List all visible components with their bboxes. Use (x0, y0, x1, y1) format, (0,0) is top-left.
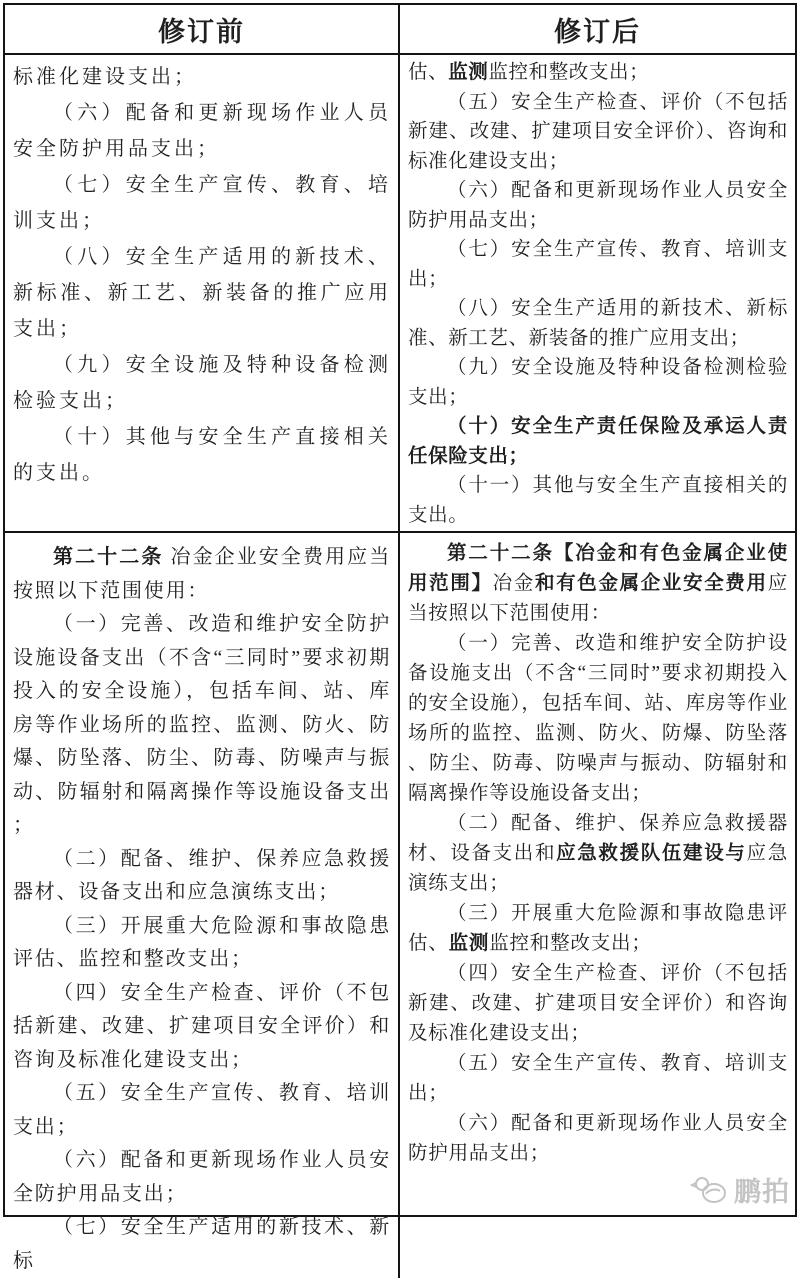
text-run: （一）完善、改造和维护安全防护设施设备支出（不含“三同时”要求初期投入的安全设施），包括车间、站、库房等作业场所的监控、监测、防火、防爆、防坠落、防尘、防毒、防噪声与振动、防辐射和隔离操作等设施设备支出； (13, 613, 391, 836)
paragraph (13, 239, 391, 347)
paragraph (408, 88, 788, 177)
text-run: 冶金企业安全费用应当按照以下范围使用： (13, 546, 391, 602)
column-header-after: 修订后 (400, 5, 795, 55)
paragraph (13, 1211, 391, 1278)
paragraph (408, 539, 788, 629)
text-run: 冶金 (492, 573, 535, 594)
text-run: （六）配备和更新现场作业人员安全防护用品支出； (408, 1113, 788, 1164)
paragraph (13, 167, 391, 239)
text-run: （三）开展重大危险源和事故隐患评估、监控和整改支出； (13, 914, 391, 970)
text-run: （五）安全生产检查、评价（不包括新建、改建、扩建项目安全评价）、咨询和标准化建设支出； (408, 91, 788, 172)
bold-text-run: （十）安全生产责任保险及承运人责任保险支出； (408, 416, 788, 467)
paragraph (13, 419, 391, 491)
watermark (692, 1170, 790, 1209)
cell-before-row2 (5, 533, 400, 1278)
paragraph (408, 959, 788, 1049)
text-run: （四）安全生产检查、评价（不包括新建、改建、扩建项目安全评价）和咨询及标准化建设支出； (408, 963, 788, 1044)
bold-text-run: 应急救援队伍建设与 (556, 843, 747, 864)
paragraph (408, 1049, 788, 1109)
text-run: （三）开展重大危险源和事故隐患评估、 (408, 903, 788, 954)
paragraph (13, 1077, 391, 1144)
paragraph (408, 1109, 788, 1169)
paragraph (408, 294, 788, 353)
paragraph (408, 629, 788, 809)
text-run: （七）安全生产适用的新技术、新标 (13, 1216, 391, 1272)
text-run: 标准化建设支出； (13, 66, 197, 88)
cell-after-row2 (400, 533, 795, 1278)
text-run: 监控和整改支出； (489, 933, 652, 954)
text-run: （二）配备、维护、保养应急救援器材、设备支出和 (408, 813, 788, 864)
text-run: （八）安全生产适用的新技术、新标准、新工艺、新装备的推广应用支出； (408, 298, 788, 349)
paragraph (408, 809, 788, 899)
column-header-before: 修订前 (5, 5, 400, 55)
text-run: （五）安全生产宣传、教育、培训支出； (13, 1082, 391, 1138)
text-run: 应当按照以下范围使用： (408, 573, 789, 624)
text-run: （十一）其他与安全生产直接相关的支出。 (408, 475, 788, 526)
paragraph (408, 471, 788, 530)
paragraph (408, 176, 788, 235)
bold-text-run: 和有色金属企业安全费用 (534, 573, 768, 594)
text-run: （七）安全生产宣传、教育、培训支出； (13, 174, 391, 232)
text-run: （十）其他与安全生产直接相关的支出。 (13, 426, 391, 484)
text-run: （二）配备、维护、保养应急救援器材、设备支出和应急演练支出； (13, 847, 391, 903)
text-run: （四）安全生产检查、评价（不包括新建、改建、扩建项目安全评价）和咨询及标准化建设支出； (13, 981, 391, 1071)
paragraph (13, 843, 391, 910)
text-run: （九）安全设施及特种设备检测检验支出； (408, 357, 788, 408)
text-run: （六）配备和更新现场作业人员安全防护用品支出； (13, 1149, 391, 1205)
paragraph (408, 58, 788, 88)
paragraph (408, 235, 788, 294)
paragraph (408, 899, 788, 959)
paragraph (13, 347, 391, 419)
text-run: 监控和整改支出； (488, 62, 650, 83)
paragraph (13, 59, 391, 95)
paragraph (13, 910, 391, 977)
paragraph (13, 1144, 391, 1211)
text-run: （六）配备和更新现场作业人员安全防护用品支出； (13, 102, 391, 160)
text-run: （九）安全设施及特种设备检测检验支出； (13, 354, 391, 412)
text-run: 应急演练支出； (408, 843, 788, 894)
bold-text-run: 监测 (448, 62, 489, 83)
paragraph (13, 608, 391, 843)
text-run: （六）配备和更新现场作业人员安全防护用品支出； (408, 180, 788, 231)
paragraph (13, 977, 391, 1078)
text-run: 估、 (408, 62, 449, 83)
bold-text-run: 监测 (448, 933, 490, 954)
watermark-label: 鹏拍 (734, 1177, 790, 1207)
bold-text-run: 第二十二条【冶金和有色金属企业使用范围】 (408, 543, 788, 594)
bold-text-run: 第二十二条 (53, 546, 164, 568)
paragraph (13, 95, 391, 167)
paragraph (408, 353, 788, 412)
text-run: （五）安全生产宣传、教育、培训支出； (408, 1053, 788, 1104)
text-run: （七）安全生产宣传、教育、培训支出； (408, 239, 788, 290)
pengpai-bird-logo-icon (692, 1174, 730, 1206)
cell-after-row1 (400, 55, 795, 533)
paragraph (408, 412, 788, 471)
paragraph (13, 541, 391, 608)
text-run: （八）安全生产适用的新技术、新标准、新工艺、新装备的推广应用支出； (13, 246, 391, 340)
text-run: （一）完善、改造和维护安全防护设备设施支出（不含“三同时”要求初期投入的安全设施），包括车间、站、库房等作业场所的监控、监测、防火、防爆、防坠落、防尘、防毒、防噪声与振动、防辐射和隔离操作等设施设备支出； (408, 633, 788, 804)
cell-before-row1 (5, 55, 400, 533)
revision-comparison-table (3, 3, 797, 1272)
